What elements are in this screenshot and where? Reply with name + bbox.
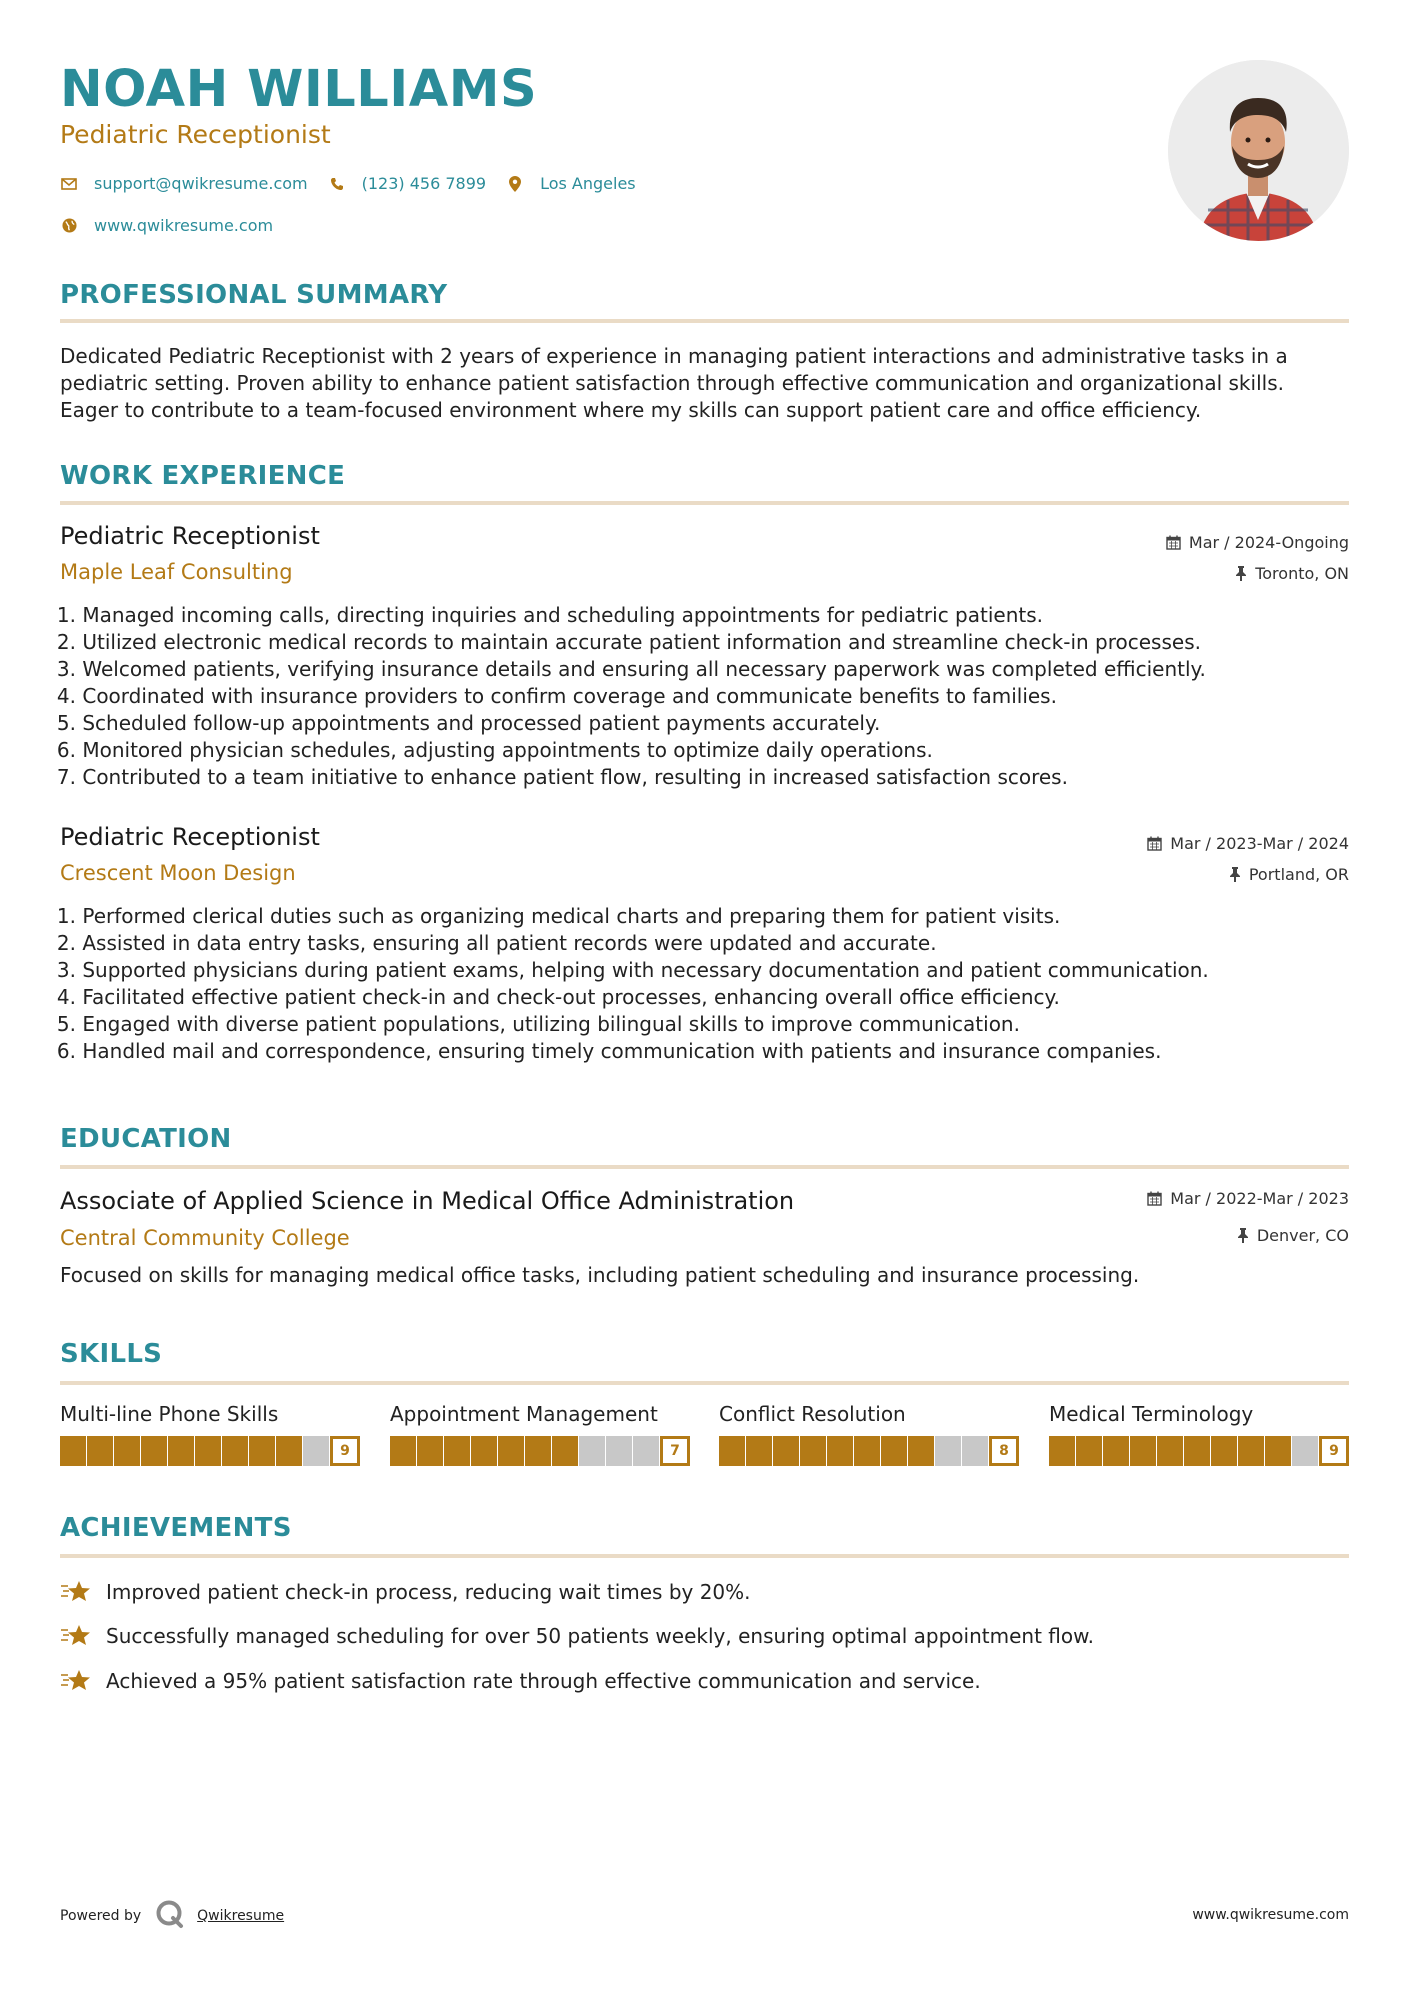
pin-icon [1235, 566, 1247, 581]
list-item: 2. Assisted in data entry tasks, ensuring all patient records were updated and accurate. [56, 931, 937, 955]
list-item: 2. Utilized electronic medical records to maintain accurate patient information and streamline check-in processes. [56, 630, 1201, 654]
skill-segment [962, 1436, 988, 1466]
skill-segment [276, 1436, 302, 1466]
education-degree: Associate of Applied Science in Medical Office Administration [60, 1187, 795, 1215]
skill-segment [498, 1436, 524, 1466]
skill-segment [1265, 1436, 1291, 1466]
education-location-text: Denver, CO [1256, 1226, 1349, 1245]
skill-segment [800, 1436, 826, 1466]
job-dates [1147, 834, 1349, 853]
skill-segment [1103, 1436, 1129, 1466]
star-icon [60, 1623, 92, 1649]
envelope-icon [60, 175, 78, 193]
section-title-skills: SKILLS [60, 1339, 163, 1369]
skill-name: Medical Terminology [1049, 1402, 1254, 1426]
skill-name: Multi-line Phone Skills [60, 1402, 279, 1426]
job-company: Crescent Moon Design [60, 861, 296, 885]
section-divider [60, 501, 1349, 505]
calendar-icon [1147, 1191, 1162, 1206]
job-location [1235, 564, 1349, 583]
skill-segment [168, 1436, 194, 1466]
skill-segment [471, 1436, 497, 1466]
skill-score: 7 [660, 1436, 690, 1466]
list-item: 5. Engaged with diverse patient populations, utilizing bilingual skills to improve communication. [56, 1012, 1020, 1036]
powered-by-label: Powered by [60, 1908, 142, 1924]
calendar-icon [1147, 836, 1162, 851]
skill-segment [1211, 1436, 1237, 1466]
education-description: Focused on skills for managing medical office tasks, including patient scheduling and insurance processing. [60, 1263, 1140, 1287]
skill-rating-bar [60, 1436, 360, 1466]
achievement-text: Improved patient check-in process, reducing wait times by 20%. [106, 1580, 751, 1604]
section-title-experience: WORK EXPERIENCE [60, 461, 346, 491]
skill-item [719, 1402, 1019, 1466]
candidate-role: Pediatric Receptionist [60, 120, 331, 149]
achievement-item [60, 1668, 981, 1694]
skill-segment [525, 1436, 551, 1466]
achievement-item [60, 1623, 1094, 1649]
skill-segment [303, 1436, 329, 1466]
section-title-education: EDUCATION [60, 1124, 232, 1154]
skill-segment [390, 1436, 416, 1466]
section-divider [60, 319, 1349, 323]
contact-row [60, 174, 656, 193]
skill-segment [249, 1436, 275, 1466]
profile-photo [1168, 60, 1349, 241]
education-location [1237, 1226, 1349, 1245]
email-text: support@qwikresume.com [94, 174, 308, 193]
website-text: www.qwikresume.com [94, 216, 274, 235]
education-school: Central Community College [60, 1226, 350, 1250]
skill-segment [195, 1436, 221, 1466]
skill-name: Appointment Management [390, 1402, 658, 1426]
education-dates [1147, 1189, 1349, 1208]
list-item: 3. Supported physicians during patient exams, helping with necessary documentation and patient communication. [56, 958, 1209, 982]
footer-powered-by [60, 1899, 284, 1933]
summary-line: Eager to contribute to a team-focused environment where my skills can support patient care and office efficiency. [60, 398, 1202, 422]
summary-line: Dedicated Pediatric Receptionist with 2 years of experience in managing patient interactions and administrative tasks in a [60, 344, 1288, 368]
contact-location [506, 174, 636, 193]
candidate-name: NOAH WILLIAMS [60, 60, 538, 119]
list-item: 1. Managed incoming calls, directing inquiries and scheduling appointments for pediatric patients. [56, 603, 1043, 627]
skill-rating-bar [1049, 1436, 1349, 1466]
job-responsibilities [54, 903, 1354, 1065]
skill-item [1049, 1402, 1349, 1466]
list-item: 7. Contributed to a team initiative to enhance patient flow, resulting in increased satisfaction scores. [56, 765, 1068, 789]
list-item: 4. Coordinated with insurance providers to confirm coverage and communicate benefits to families. [56, 684, 1057, 708]
job-dates [1166, 533, 1349, 552]
list-item: 1. Performed clerical duties such as organizing medical charts and preparing them for patient visits. [56, 904, 1061, 928]
skill-rating-bar [390, 1436, 690, 1466]
footer-website[interactable]: www.qwikresume.com [1192, 1907, 1349, 1923]
skill-segments [1049, 1436, 1319, 1466]
skill-segment [552, 1436, 578, 1466]
list-item: 6. Monitored physician schedules, adjusting appointments to optimize daily operations. [56, 738, 933, 762]
job-company: Maple Leaf Consulting [60, 560, 293, 584]
star-icon [60, 1579, 92, 1605]
skill-segment [719, 1436, 745, 1466]
job-dates-text: Mar / 2024-Ongoing [1188, 533, 1349, 552]
skill-segment [1157, 1436, 1183, 1466]
achievement-item [60, 1579, 751, 1605]
globe-icon [60, 217, 78, 235]
summary-text [60, 343, 1350, 424]
pin-icon [1237, 1228, 1249, 1243]
skill-segment [1049, 1436, 1075, 1466]
skill-segment [1184, 1436, 1210, 1466]
skill-segment [1238, 1436, 1264, 1466]
skill-segment [854, 1436, 880, 1466]
section-divider [60, 1554, 1349, 1558]
summary-line: pediatric setting. Proven ability to enhance patient satisfaction through effective communication and organizational skills. [60, 371, 1284, 395]
skill-segment [1292, 1436, 1318, 1466]
skill-rating-bar [719, 1436, 1019, 1466]
skill-item [60, 1402, 360, 1466]
skill-segments [390, 1436, 660, 1466]
skill-segment [827, 1436, 853, 1466]
skill-name: Conflict Resolution [719, 1402, 906, 1426]
skill-segment [773, 1436, 799, 1466]
section-divider [60, 1165, 1349, 1169]
job-location [1229, 865, 1349, 884]
qwikresume-logo-icon [155, 1899, 185, 1933]
list-item: 6. Handled mail and correspondence, ensuring timely communication with patients and insurance companies. [56, 1039, 1162, 1063]
calendar-icon [1166, 535, 1181, 550]
list-item: 3. Welcomed patients, verifying insurance details and ensuring all necessary paperwork was completed efficiently. [56, 657, 1206, 681]
job-responsibilities [54, 602, 1354, 791]
achievement-text: Achieved a 95% patient satisfaction rate through effective communication and service. [106, 1669, 981, 1693]
contact-email[interactable] [60, 174, 308, 193]
skill-segment [222, 1436, 248, 1466]
skill-segment [1130, 1436, 1156, 1466]
skill-segment [746, 1436, 772, 1466]
skill-segment [444, 1436, 470, 1466]
list-item: 5. Scheduled follow-up appointments and processed patient payments accurately. [56, 711, 881, 735]
contact-website[interactable] [60, 216, 273, 235]
skill-segment [606, 1436, 632, 1466]
skill-score: 9 [330, 1436, 360, 1466]
skill-segment [60, 1436, 86, 1466]
contact-row-website [60, 216, 293, 235]
skill-score: 9 [1319, 1436, 1349, 1466]
section-title-summary: PROFESSIONAL SUMMARY [60, 280, 448, 310]
list-item: 4. Facilitated effective patient check-in and check-out processes, enhancing overall office efficiency. [56, 985, 1060, 1009]
phone-icon [328, 175, 346, 193]
contact-phone[interactable] [328, 174, 486, 193]
job-title: Pediatric Receptionist [60, 522, 320, 550]
skill-segments [719, 1436, 989, 1466]
job-title: Pediatric Receptionist [60, 823, 320, 851]
skill-segment [579, 1436, 605, 1466]
job-dates-text: Mar / 2023-Mar / 2024 [1170, 834, 1349, 853]
skill-segments [60, 1436, 330, 1466]
skill-item [390, 1402, 690, 1466]
skill-score: 8 [989, 1436, 1019, 1466]
skill-segment [87, 1436, 113, 1466]
skill-segment [1076, 1436, 1102, 1466]
education-dates-text: Mar / 2022-Mar / 2023 [1170, 1189, 1349, 1208]
skill-segment [141, 1436, 167, 1466]
pin-icon [1229, 867, 1241, 882]
section-divider [60, 1381, 1349, 1385]
skill-segment [908, 1436, 934, 1466]
achievement-text: Successfully managed scheduling for over 50 patients weekly, ensuring optimal appointment flow. [106, 1624, 1094, 1648]
job-location-text: Toronto, ON [1255, 564, 1349, 583]
qwikresume-link[interactable]: Qwikresume [197, 1908, 285, 1924]
job-location-text: Portland, OR [1248, 865, 1349, 884]
phone-text: (123) 456 7899 [361, 174, 487, 193]
skill-segment [633, 1436, 659, 1466]
skill-segment [881, 1436, 907, 1466]
location-text: Los Angeles [540, 174, 636, 193]
skill-segment [114, 1436, 140, 1466]
section-title-achievements: ACHIEVEMENTS [60, 1513, 292, 1543]
star-icon [60, 1668, 92, 1694]
skill-segment [935, 1436, 961, 1466]
skill-segment [417, 1436, 443, 1466]
map-pin-icon [506, 175, 524, 193]
